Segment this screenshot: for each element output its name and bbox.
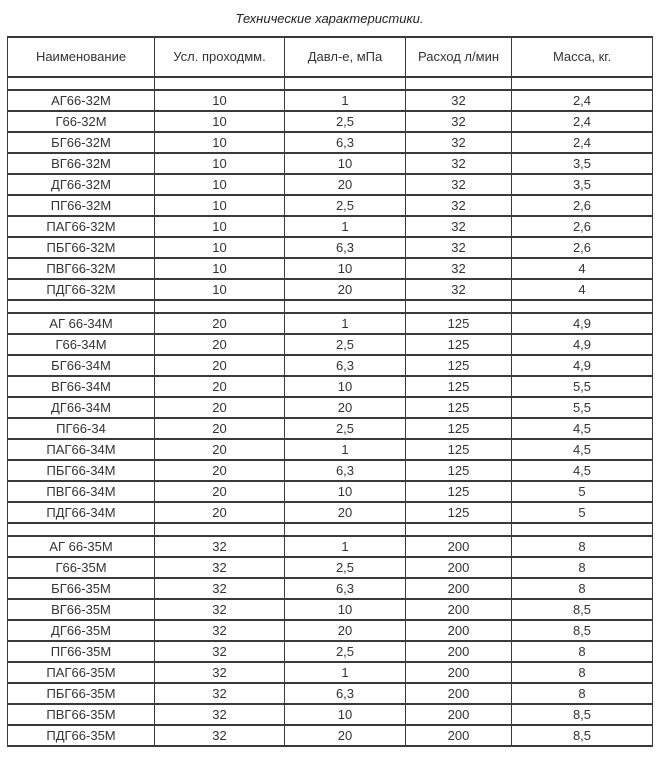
table-cell: 5: [512, 502, 653, 523]
table-cell: ПГ66-35М: [8, 641, 155, 662]
table-cell: 200: [406, 536, 512, 557]
table-cell: 200: [406, 641, 512, 662]
table-cell: 2,6: [512, 237, 653, 258]
table-cell: 125: [406, 313, 512, 334]
table-cell: 125: [406, 376, 512, 397]
table-cell: 8,5: [512, 599, 653, 620]
table-cell: ПГ66-34: [8, 418, 155, 439]
column-header: Наименование: [8, 37, 155, 77]
table-cell: 2,4: [512, 132, 653, 153]
table-row: [8, 641, 653, 662]
spacer-cell: [512, 523, 653, 536]
column-header: Расход л/мин: [406, 37, 512, 77]
spacer-cell: [8, 523, 155, 536]
table-cell: 125: [406, 460, 512, 481]
table-cell: ПБГ66-35М: [8, 683, 155, 704]
table-cell: 32: [155, 683, 285, 704]
table-cell: 125: [406, 355, 512, 376]
table-cell: ПАГ66-32М: [8, 216, 155, 237]
table-cell: 1: [285, 216, 406, 237]
table-cell: ДГ66-32М: [8, 174, 155, 195]
specs-table: [7, 36, 653, 747]
table-cell: 5,5: [512, 397, 653, 418]
table-cell: 5,5: [512, 376, 653, 397]
table-cell: Г66-35М: [8, 557, 155, 578]
table-cell: 6,3: [285, 460, 406, 481]
header-row: [8, 37, 653, 77]
table-cell: 200: [406, 725, 512, 746]
table-cell: 32: [406, 90, 512, 111]
column-header: Усл. проходмм.: [155, 37, 285, 77]
table-cell: 10: [155, 216, 285, 237]
table-cell: 32: [406, 153, 512, 174]
table-cell: 8: [512, 578, 653, 599]
table-cell: 200: [406, 683, 512, 704]
table-cell: 10: [155, 279, 285, 300]
table-cell: 20: [285, 620, 406, 641]
table-cell: 20: [155, 334, 285, 355]
table-cell: ВГ66-35М: [8, 599, 155, 620]
table-row: [8, 111, 653, 132]
spacer-cell: [512, 300, 653, 313]
table-row: [8, 334, 653, 355]
table-cell: 32: [406, 237, 512, 258]
table-cell: 20: [155, 313, 285, 334]
spacer-cell: [285, 523, 406, 536]
table-row: [8, 153, 653, 174]
spacer-cell: [406, 77, 512, 90]
table-row: [8, 704, 653, 725]
table-cell: 6,3: [285, 683, 406, 704]
table-cell: 3,5: [512, 174, 653, 195]
table-cell: Г66-34М: [8, 334, 155, 355]
table-row: [8, 599, 653, 620]
spacer-row: [8, 523, 653, 536]
table-cell: 1: [285, 90, 406, 111]
table-cell: 20: [285, 279, 406, 300]
table-cell: 4,5: [512, 460, 653, 481]
spacer-cell: [155, 77, 285, 90]
table-cell: 32: [155, 557, 285, 578]
table-cell: 20: [285, 397, 406, 418]
table-cell: 20: [155, 439, 285, 460]
table-cell: 1: [285, 313, 406, 334]
table-row: [8, 683, 653, 704]
table-cell: 10: [285, 481, 406, 502]
table-cell: 2,5: [285, 418, 406, 439]
table-cell: ДГ66-35М: [8, 620, 155, 641]
table-cell: 125: [406, 397, 512, 418]
table-row: [8, 355, 653, 376]
table-cell: 125: [406, 334, 512, 355]
table-cell: АГ66-32М: [8, 90, 155, 111]
table-cell: 4,5: [512, 418, 653, 439]
table-cell: 200: [406, 578, 512, 599]
table-cell: 8: [512, 557, 653, 578]
table-row: [8, 174, 653, 195]
table-cell: 32: [155, 641, 285, 662]
table-cell: 8,5: [512, 620, 653, 641]
table-cell: БГ66-35М: [8, 578, 155, 599]
table-cell: 32: [406, 174, 512, 195]
spacer-cell: [155, 523, 285, 536]
table-cell: АГ 66-34М: [8, 313, 155, 334]
table-cell: 10: [285, 376, 406, 397]
table-row: [8, 725, 653, 746]
table-row: [8, 216, 653, 237]
spacer-row: [8, 300, 653, 313]
table-row: [8, 397, 653, 418]
table-cell: ПАГ66-34М: [8, 439, 155, 460]
spacer-cell: [8, 300, 155, 313]
table-cell: 10: [285, 258, 406, 279]
table-cell: ВГ66-34М: [8, 376, 155, 397]
table-cell: 2,5: [285, 195, 406, 216]
table-cell: 1: [285, 536, 406, 557]
table-cell: ПДГ66-32М: [8, 279, 155, 300]
table-cell: 32: [155, 620, 285, 641]
table-cell: ПВГ66-35М: [8, 704, 155, 725]
table-cell: 20: [155, 460, 285, 481]
table-cell: 200: [406, 662, 512, 683]
table-cell: 4: [512, 258, 653, 279]
table-cell: 6,3: [285, 578, 406, 599]
table-cell: 32: [155, 704, 285, 725]
table-cell: ВГ66-32М: [8, 153, 155, 174]
spacer-cell: [8, 77, 155, 90]
table-cell: 32: [406, 279, 512, 300]
table-cell: 125: [406, 439, 512, 460]
table-cell: ПБГ66-34М: [8, 460, 155, 481]
table-cell: 8,5: [512, 704, 653, 725]
table-cell: 200: [406, 599, 512, 620]
table-row: [8, 536, 653, 557]
table-cell: 10: [285, 153, 406, 174]
table-row: [8, 237, 653, 258]
table-cell: 32: [406, 216, 512, 237]
table-row: [8, 376, 653, 397]
spacer-cell: [155, 300, 285, 313]
table-cell: ПАГ66-35М: [8, 662, 155, 683]
table-cell: 4,5: [512, 439, 653, 460]
table-cell: ПДГ66-34М: [8, 502, 155, 523]
table-cell: 20: [155, 397, 285, 418]
table-cell: 20: [155, 418, 285, 439]
table-row: [8, 502, 653, 523]
table-cell: 10: [155, 237, 285, 258]
table-cell: ПДГ66-35М: [8, 725, 155, 746]
table-cell: 32: [155, 662, 285, 683]
table-row: [8, 132, 653, 153]
table-cell: 10: [285, 599, 406, 620]
table-cell: 32: [155, 725, 285, 746]
table-cell: 32: [155, 599, 285, 620]
table-cell: ДГ66-34М: [8, 397, 155, 418]
table-cell: 32: [406, 195, 512, 216]
table-cell: 10: [285, 704, 406, 725]
spacer-cell: [406, 300, 512, 313]
table-row: [8, 313, 653, 334]
table-cell: 32: [155, 536, 285, 557]
table-cell: АГ 66-35М: [8, 536, 155, 557]
table-row: [8, 460, 653, 481]
spacer-cell: [285, 77, 406, 90]
table-cell: 2,6: [512, 195, 653, 216]
table-cell: 32: [406, 111, 512, 132]
spacer-cell: [285, 300, 406, 313]
table-cell: 10: [155, 195, 285, 216]
table-cell: 2,4: [512, 111, 653, 132]
table-cell: 10: [155, 153, 285, 174]
table-cell: 4,9: [512, 313, 653, 334]
table-cell: 125: [406, 418, 512, 439]
table-row: [8, 439, 653, 460]
table-cell: 2,5: [285, 557, 406, 578]
table-cell: 200: [406, 557, 512, 578]
table-cell: 200: [406, 620, 512, 641]
table-cell: ПГ66-32М: [8, 195, 155, 216]
table-cell: 20: [285, 725, 406, 746]
table-cell: 2,4: [512, 90, 653, 111]
table-cell: 6,3: [285, 355, 406, 376]
table-cell: 1: [285, 439, 406, 460]
table-cell: 2,6: [512, 216, 653, 237]
spacer-cell: [406, 523, 512, 536]
table-cell: 8: [512, 536, 653, 557]
table-cell: 8: [512, 662, 653, 683]
table-cell: 2,5: [285, 641, 406, 662]
table-cell: 20: [155, 376, 285, 397]
table-cell: 10: [155, 90, 285, 111]
table-cell: 20: [285, 502, 406, 523]
table-cell: 32: [406, 132, 512, 153]
table-cell: 4,9: [512, 355, 653, 376]
table-cell: 32: [406, 258, 512, 279]
table-cell: 3,5: [512, 153, 653, 174]
table-cell: 2,5: [285, 111, 406, 132]
table-cell: 4: [512, 279, 653, 300]
table-cell: 4,9: [512, 334, 653, 355]
table-row: [8, 418, 653, 439]
table-cell: 20: [155, 481, 285, 502]
column-header: Давл-е, мПа: [285, 37, 406, 77]
table-cell: 20: [285, 174, 406, 195]
table-cell: 8: [512, 641, 653, 662]
column-header: Масса, кг.: [512, 37, 653, 77]
spacer-cell: [512, 77, 653, 90]
table-row: [8, 578, 653, 599]
page-title: Технические характеристики.: [235, 11, 424, 26]
table-cell: 8,5: [512, 725, 653, 746]
table-cell: 10: [155, 132, 285, 153]
table-row: [8, 557, 653, 578]
spacer-row: [8, 77, 653, 90]
table-cell: 10: [155, 258, 285, 279]
table-row: [8, 195, 653, 216]
specs-table-body: [8, 77, 653, 746]
table-cell: 125: [406, 481, 512, 502]
table-cell: БГ66-32М: [8, 132, 155, 153]
table-cell: 8: [512, 683, 653, 704]
table-cell: 6,3: [285, 237, 406, 258]
table-cell: 5: [512, 481, 653, 502]
table-cell: 20: [155, 502, 285, 523]
table-cell: 200: [406, 704, 512, 725]
table-cell: ПБГ66-32М: [8, 237, 155, 258]
table-row: [8, 662, 653, 683]
table-row: [8, 90, 653, 111]
table-row: [8, 620, 653, 641]
table-cell: 10: [155, 111, 285, 132]
table-cell: 32: [155, 578, 285, 599]
table-cell: 2,5: [285, 334, 406, 355]
table-cell: БГ66-34М: [8, 355, 155, 376]
table-cell: ПВГ66-32М: [8, 258, 155, 279]
table-cell: 125: [406, 502, 512, 523]
table-cell: 6,3: [285, 132, 406, 153]
table-row: [8, 481, 653, 502]
table-cell: 20: [155, 355, 285, 376]
table-cell: 1: [285, 662, 406, 683]
table-cell: ПВГ66-34М: [8, 481, 155, 502]
table-cell: 10: [155, 174, 285, 195]
table-row: [8, 258, 653, 279]
table-row: [8, 279, 653, 300]
table-cell: Г66-32М: [8, 111, 155, 132]
